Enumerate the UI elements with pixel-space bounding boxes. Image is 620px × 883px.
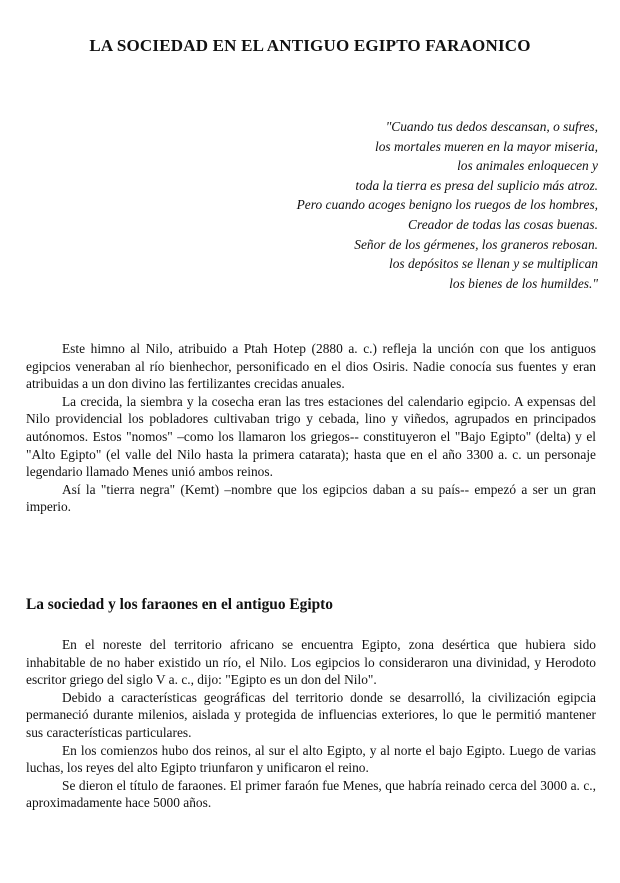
poem-quote (178, 117, 598, 293)
poem-line: Creador de todas las cosas buenas. (408, 216, 598, 232)
paragraph: Debido a características geográficas del territorio donde se desarrolló, la civilización egipcia permaneció durante milenios, aislada y protegida de influencias exteriores, lo que le permitió mantener sus características particulares. (26, 689, 596, 740)
paragraph: La crecida, la siembra y la cosecha eran las tres estaciones del calendario egipcio. A expensas del Nilo providencial los pobladores cultivaban trigo y cebada, lino y viñedos, agrupados en principados autónomos. Estos "nomos" –como los llamaron los griegos-- constituyeron el "Bajo Egipto" (delta) y el "Alto Egipto" (el valle del Nilo hasta la primera catarata); hasta que en el año 3300 a. c. un personaje legendario llamado Menes unió ambos reinos. (26, 393, 596, 480)
poem-line: "Cuando tus dedos descansan, o sufres, (385, 119, 598, 134)
paragraph: En el noreste del territorio africano se encuentra Egipto, zona desértica que hubiera sido inhabitable de no haber existido un río, el Nilo. Los egipcios lo consideraron una divinidad, y Herodoto escritor griego del siglo V a. c., dijo: "Egipto es un don del Nilo". (26, 637, 596, 688)
poem-line: los depósitos se llenan y se multiplican (388, 256, 598, 272)
section-text (26, 636, 596, 812)
section-heading: La sociedad y los faraones en el antiguo Egipto (26, 596, 333, 613)
paragraph: En los comienzos hubo dos reinos, al sur el alto Egipto, y al norte el bajo Egipto. Luego de varias luchas, los reyes del alto Egipto triunfaron y unificaron el reino. (26, 742, 596, 776)
page-title: LA SOCIEDAD EN EL ANTIGUO EGIPTO FARAONICO (89, 36, 531, 55)
poem-line: los bienes de los humildes." (449, 275, 598, 291)
poem-line: los animales enloquecen y (457, 158, 598, 174)
poem-line: toda la tierra es presa del suplicio más atroz. (355, 177, 598, 193)
poem-line: Pero cuando acoges benigno los ruegos de los hombres, (296, 197, 598, 213)
paragraph: Este himno al Nilo, atribuido a Ptah Hotep (2880 a. c.) refleja la unción con que los antiguos egipcios veneraban al río bienhechor, personificado en el dios Osiris. Nadie conocía sus fuentes y eran atribuidas a un don divino las fertilizantes crecidas anuales. (26, 341, 596, 392)
poem-line: Señor de los gérmenes, los graneros rebosan. (354, 236, 598, 252)
paragraph: Se dieron el título de faraones. El primer faraón fue Menes, que habría reinado cerca del 3000 a. c., aproximadamente hace 5000 años. (26, 777, 596, 811)
poem-line: los mortales mueren en la mayor miseria, (374, 138, 598, 154)
paragraph: Así la "tierra negra" (Kemt) –nombre que los egipcios daban a su país-- empezó a ser un gran imperio. (26, 481, 596, 515)
intro-text (26, 340, 596, 516)
